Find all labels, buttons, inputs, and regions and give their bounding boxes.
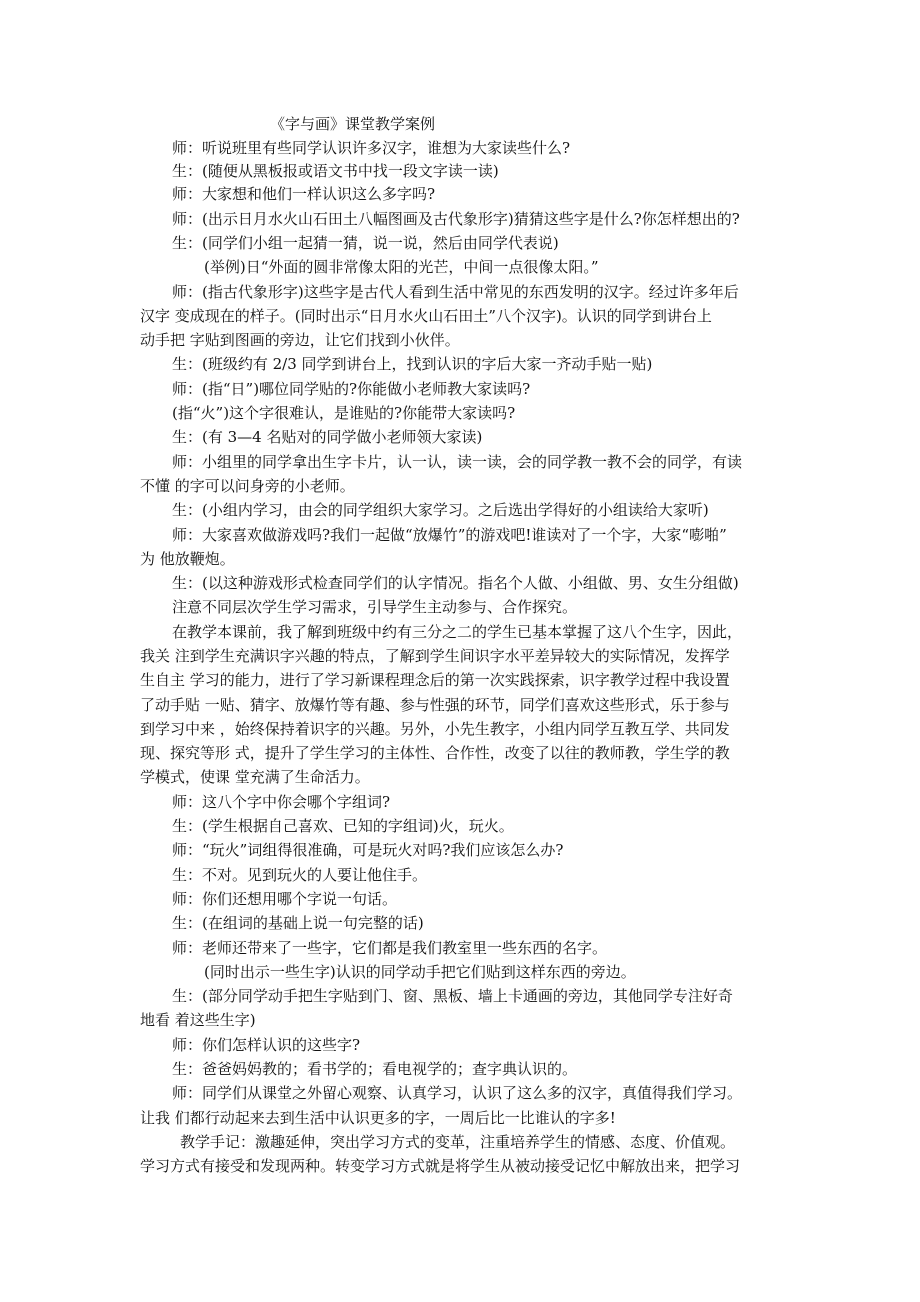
paragraph-line: 汉字 变成现在的样子。(同时出示“日月水火山石田土”八个汉字)。认识的同学到讲台上 xyxy=(140,307,712,325)
paragraph-line: 生：(有 3—4 名贴对的同学做小老师领大家读) xyxy=(172,428,483,446)
paragraph-line: 师：(指古代象形字)这些字是古代人看到生活中常见的东西发明的汉字。经过许多年后 xyxy=(172,283,739,301)
paragraph-line: 教学手记：激趣延伸，突出学习方式的变革，注重培养学生的情感、态度、价值观。 xyxy=(180,1133,736,1151)
paragraph-line: 生：不对。见到玩火的人要让他住手。 xyxy=(172,866,428,884)
paragraph-line: 生自主 学习的能力，进行了学习新课程理念后的第一次实践探索，识字教学过程中我设置 xyxy=(140,671,730,689)
paragraph-line: 师：这八个字中你会哪个字组词? xyxy=(172,793,391,811)
document-title: 《字与画》课堂教学案例 xyxy=(270,115,436,133)
paragraph-line: (指“火”)这个字很难认，是谁贴的?你能带大家读吗? xyxy=(172,404,516,422)
paragraph-line: 让我 们都行动起来去到生活中认识更多的字，一周后比一比谁认的字多! xyxy=(140,1109,616,1127)
paragraph-line: 师：同学们从课堂之外留心观察、认真学习，认识了这么多的汉字，真值得我们学习。 xyxy=(172,1084,743,1102)
paragraph-line: 师：“玩火”词组得很准确，可是玩火对吗?我们应该怎么办? xyxy=(172,841,564,859)
paragraph-line: 注意不同层次学生学习需求，引导学生主动参与、合作探究。 xyxy=(172,598,578,616)
paragraph-line: 生：爸爸妈妈教的；看书学的；看电视学的；查字典认识的。 xyxy=(172,1060,578,1078)
paragraph-line: 师：你们还想用哪个字说一句话。 xyxy=(172,890,398,908)
paragraph-line: 不懂 的字可以问身旁的小老师。 xyxy=(140,477,355,495)
paragraph-line: 师：(指“日”)哪位同学贴的?你能做小老师教大家读吗? xyxy=(172,380,531,398)
paragraph-line: 了动手贴 一贴、猜字、放爆竹等有趣、参与性强的环节，同学们喜欢这些形式，乐于参与 xyxy=(140,696,730,714)
paragraph-line: 师：大家喜欢做游戏吗?我们一起做“放爆竹”的游戏吧!谁读对了一个字，大家“嘭啪” xyxy=(172,526,727,544)
paragraph-line: 我关 注到学生充满识字兴趣的特点，了解到学生间识字水平差异较大的实际情况，发挥学 xyxy=(140,647,730,665)
paragraph-line: 师：大家想和他们一样认识这么多字吗? xyxy=(172,185,436,203)
paragraph-line: 生：(在组词的基础上说一句完整的话) xyxy=(172,914,424,932)
paragraph-line: (同时出示一些生字)认识的同学动手把它们贴到这样东西的旁边。 xyxy=(204,963,636,981)
paragraph-line: 师：小组里的同学拿出生字卡片，认一认，读一读，会的同学教一教不会的同学，有读 xyxy=(172,453,743,471)
paragraph-line: 生：(随便从黑板报或语文书中找一段文字读一读) xyxy=(172,162,499,180)
paragraph-line: 生：(部分同学动手把生字贴到门、窗、黑板、墙上卡通画的旁边，其他同学专注好奇 xyxy=(172,987,733,1005)
paragraph-line: 学模式，使课 堂充满了生命活力。 xyxy=(140,768,370,786)
paragraph-line: 师：老师还带来了一些字，它们都是我们教室里一些东西的名字。 xyxy=(172,939,608,957)
paragraph-line: 生：(同学们小组一起猜一猜，说一说，然后由同学代表说) xyxy=(172,234,559,252)
paragraph-line: 现、探究等形 式，提升了学生学习的主体性、合作性，改变了以往的教师教，学生学的教 xyxy=(140,744,730,762)
paragraph-line: 在教学本课前，我了解到班级中约有三分之二的学生已基本掌握了这八个生字，因此， xyxy=(172,623,743,641)
paragraph-line: 学习方式有接受和发现两种。转变学习方式就是将学生从被动接受记忆中解放出来，把学习 xyxy=(140,1157,741,1175)
paragraph-line: 生：(以这种游戏形式检查同学们的认字情况。指名个人做、小组做、男、女生分组做) xyxy=(172,574,739,592)
paragraph-line: 为 他放鞭炮。 xyxy=(140,550,235,568)
paragraph-line: 生：(班级约有 2/3 同学到讲台上，找到认识的字后大家一齐动手贴一贴) xyxy=(172,355,653,373)
paragraph-line: 师：(出示日月水火山石田土八幅图画及古代象形字)猜猜这些字是什么?你怎样想出的? xyxy=(172,210,740,228)
paragraph-line: 生：(小组内学习，由会的同学组织大家学习。之后选出学得好的小组读给大家听) xyxy=(172,501,709,519)
paragraph-line: 地看 着这些生字) xyxy=(140,1011,256,1029)
paragraph-line: (举例)日“外面的圆非常像太阳的光芒，中间一点很像太阳。” xyxy=(204,258,599,276)
paragraph-line: 动手把 字贴到图画的旁边，让它们找到小伙伴。 xyxy=(140,331,460,349)
paragraph-line: 师：你们怎样认识的这些字? xyxy=(172,1036,361,1054)
paragraph-line: 生：(学生根据自己喜欢、已知的字组词)火，玩火。 xyxy=(172,817,514,835)
paragraph-line: 师：听说班里有些同学认识许多汉字，谁想为大家读些什么? xyxy=(172,139,571,157)
paragraph-line: 到学习中来 ，始终保持着识字的兴趣。另外，小先生教字，小组内同学互教互学、共同发 xyxy=(140,720,730,738)
